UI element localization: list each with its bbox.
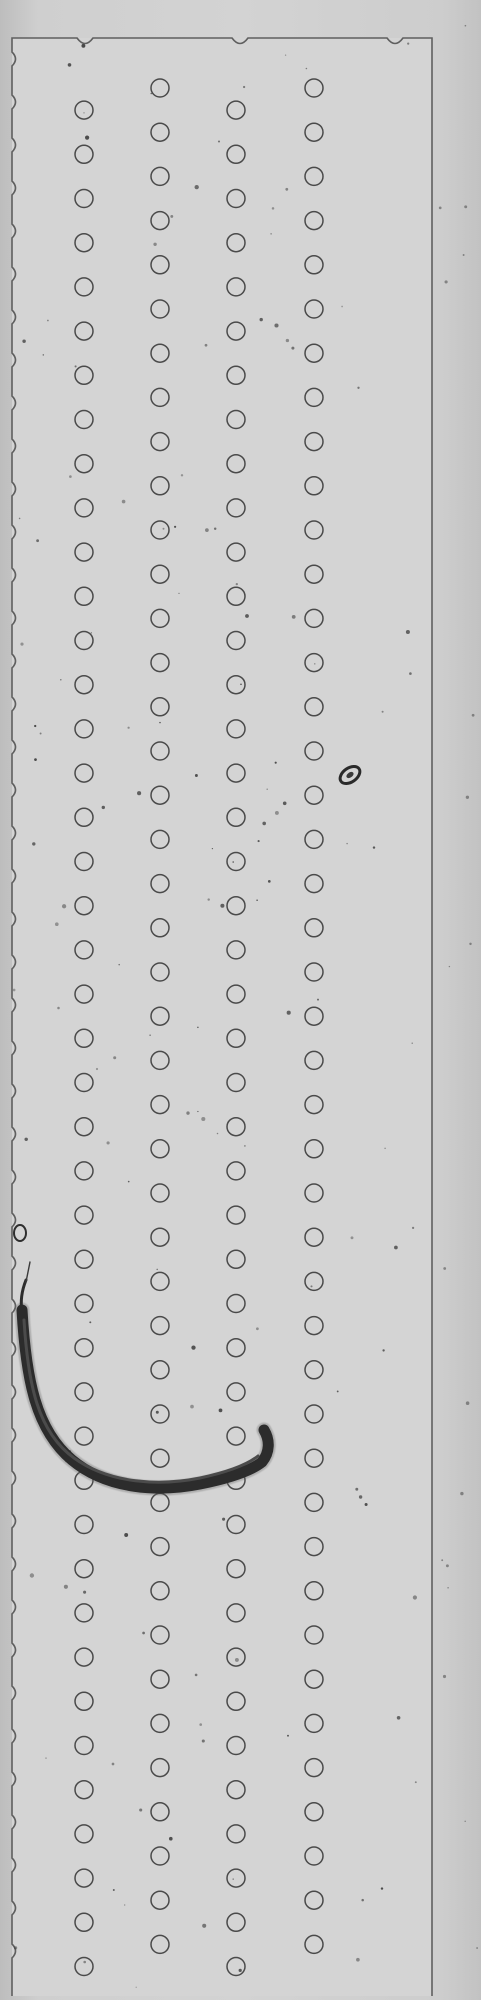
- debris-speck: [244, 1145, 246, 1147]
- debris-speck: [191, 1345, 195, 1349]
- debris-speck: [214, 527, 216, 529]
- debris-speck: [19, 518, 21, 520]
- debris-speck: [174, 526, 176, 528]
- debris-speck: [118, 964, 120, 966]
- debris-speck: [236, 583, 238, 585]
- debris-speck: [407, 42, 409, 44]
- debris-speck: [445, 280, 448, 283]
- debris-speck: [465, 25, 467, 27]
- debris-speck: [34, 758, 37, 761]
- debris-speck: [195, 185, 199, 189]
- debris-speck: [22, 339, 25, 342]
- debris-speck: [469, 943, 471, 945]
- debris-speck: [413, 1595, 417, 1599]
- debris-speck: [381, 1887, 383, 1889]
- debris-speck: [159, 722, 160, 723]
- debris-speck: [142, 1632, 145, 1635]
- debris-speck: [232, 861, 234, 863]
- debris-speck: [466, 1401, 470, 1405]
- debris-speck: [218, 140, 220, 142]
- debris-speck: [205, 344, 208, 347]
- debris-speck: [47, 320, 49, 322]
- debris-speck: [151, 93, 152, 94]
- debris-speck: [30, 1573, 34, 1577]
- debris-speck: [472, 714, 475, 717]
- debris-speck: [285, 54, 286, 55]
- debris-speck: [222, 1518, 225, 1521]
- debris-speck: [270, 233, 271, 234]
- debris-speck: [382, 1349, 384, 1351]
- debris-speck: [412, 1227, 414, 1229]
- debris-speck: [112, 1763, 115, 1766]
- debris-speck: [181, 474, 183, 476]
- debris-speck: [197, 1111, 198, 1112]
- debris-speck: [83, 1591, 86, 1594]
- debris-speck: [239, 1969, 242, 1972]
- debris-speck: [149, 1034, 150, 1035]
- debris-speck: [382, 711, 384, 713]
- debris-speck: [235, 1658, 239, 1662]
- debris-speck: [415, 1781, 417, 1783]
- debris-speck: [266, 789, 267, 790]
- debris-speck: [275, 811, 279, 815]
- debris-speck: [262, 822, 266, 826]
- debris-speck: [240, 683, 242, 685]
- debris-speck: [287, 1735, 289, 1737]
- debris-speck: [137, 791, 141, 795]
- debris-speck: [34, 725, 36, 727]
- debris-speck: [85, 136, 89, 140]
- debris-speck: [60, 679, 62, 681]
- debris-speck: [314, 663, 315, 664]
- debris-speck: [102, 806, 105, 809]
- debris-speck: [153, 243, 156, 246]
- debris-speck: [91, 632, 92, 633]
- debris-speck: [113, 1889, 115, 1891]
- debris-speck: [190, 1405, 194, 1409]
- debris-speck: [365, 1503, 368, 1506]
- debris-speck: [195, 774, 198, 777]
- debris-speck: [359, 1495, 362, 1498]
- debris-speck: [258, 840, 260, 842]
- debris-speck: [243, 86, 245, 88]
- debris-speck: [122, 500, 126, 504]
- debris-speck: [43, 354, 45, 356]
- debris-speck: [170, 215, 173, 218]
- debris-speck: [447, 1587, 449, 1589]
- debris-speck: [384, 1148, 385, 1149]
- debris-speck: [201, 1117, 205, 1121]
- debris-speck: [397, 1716, 401, 1720]
- debris-speck: [346, 843, 347, 844]
- debris-speck: [256, 899, 257, 900]
- debris-speck: [36, 539, 39, 542]
- debris-speck: [139, 1808, 142, 1811]
- debris-speck: [361, 1899, 364, 1902]
- debris-speck: [287, 1011, 291, 1015]
- debris-speck: [412, 1043, 413, 1044]
- debris-speck: [357, 387, 359, 389]
- debris-speck: [460, 1492, 463, 1495]
- debris-speck: [186, 1111, 189, 1114]
- debris-speck: [337, 1390, 339, 1392]
- debris-speck: [351, 1236, 354, 1239]
- debris-speck: [341, 306, 343, 308]
- debris-speck: [406, 630, 410, 634]
- debris-speck: [373, 846, 375, 848]
- debris-speck: [195, 1674, 198, 1677]
- debris-speck: [178, 593, 179, 594]
- debris-speck: [127, 727, 129, 729]
- debris-speck: [199, 1723, 202, 1726]
- debris-speck: [217, 1133, 219, 1135]
- debris-speck: [449, 966, 450, 967]
- debris-speck: [62, 904, 66, 908]
- debris-speck: [83, 112, 84, 113]
- debris-speck: [310, 1285, 312, 1287]
- debris-speck: [409, 672, 412, 675]
- debris-speck: [207, 898, 209, 900]
- debris-speck: [81, 44, 85, 48]
- debris-speck: [55, 922, 59, 926]
- debris-speck: [156, 1269, 158, 1271]
- debris-speck: [113, 1056, 116, 1059]
- debris-speck: [128, 1181, 130, 1183]
- debris-speck: [463, 254, 465, 256]
- debris-speck: [20, 643, 23, 646]
- debris-speck: [268, 880, 271, 883]
- debris-speck: [464, 1821, 465, 1822]
- debris-speck: [291, 347, 294, 350]
- debris-speck: [466, 796, 469, 799]
- debris-speck: [232, 1878, 233, 1879]
- debris-speck: [202, 1739, 205, 1742]
- debris-speck: [64, 1585, 68, 1589]
- debris-speck: [163, 528, 165, 530]
- debris-speck: [317, 999, 319, 1001]
- debris-speck: [14, 1946, 17, 1949]
- debris-speck: [124, 1904, 125, 1905]
- debris-speck: [306, 68, 308, 70]
- debris-speck: [285, 188, 288, 191]
- debris-speck: [446, 1564, 449, 1567]
- debris-speck: [40, 733, 42, 735]
- debris-speck: [356, 1958, 360, 1962]
- debris-speck: [275, 762, 277, 764]
- debris-speck: [355, 1488, 358, 1491]
- debris-speck: [89, 1321, 91, 1323]
- debris-speck: [476, 1947, 478, 1949]
- debris-speck: [283, 802, 287, 806]
- debris-speck: [24, 1138, 27, 1141]
- debris-speck: [205, 528, 209, 532]
- debris-speck: [443, 1675, 446, 1678]
- debris-speck: [464, 205, 467, 208]
- debris-speck: [443, 1267, 446, 1270]
- debris-speck: [124, 1533, 128, 1537]
- debris-speck: [286, 339, 289, 342]
- debris-speck: [256, 1327, 259, 1330]
- debris-speck: [197, 1027, 198, 1028]
- debris-speck: [13, 989, 16, 992]
- debris-speck: [260, 318, 263, 321]
- debris-speck: [169, 1837, 173, 1841]
- debris-speck: [57, 1007, 60, 1010]
- debris-speck: [107, 1141, 110, 1144]
- debris-speck: [96, 1068, 98, 1070]
- debris-speck: [136, 1987, 137, 1988]
- debris-speck: [272, 207, 275, 210]
- debris-speck: [68, 63, 72, 67]
- debris-speck: [439, 207, 442, 210]
- debris-speck: [69, 475, 72, 478]
- debris-speck: [45, 1757, 46, 1758]
- debris-speck: [83, 1961, 86, 1964]
- debris-speck: [441, 1559, 443, 1561]
- debris-speck: [75, 365, 77, 367]
- debris-speck: [219, 1409, 223, 1413]
- debris-speck: [292, 615, 296, 619]
- debris-speck: [245, 614, 249, 618]
- debris-speck: [202, 1924, 206, 1928]
- debris-speck: [212, 848, 213, 849]
- debris-speck: [394, 1246, 398, 1250]
- debris-speck: [32, 842, 35, 845]
- debris-speck: [274, 323, 278, 327]
- debris-speck: [220, 904, 224, 908]
- debris-speck: [156, 1411, 159, 1414]
